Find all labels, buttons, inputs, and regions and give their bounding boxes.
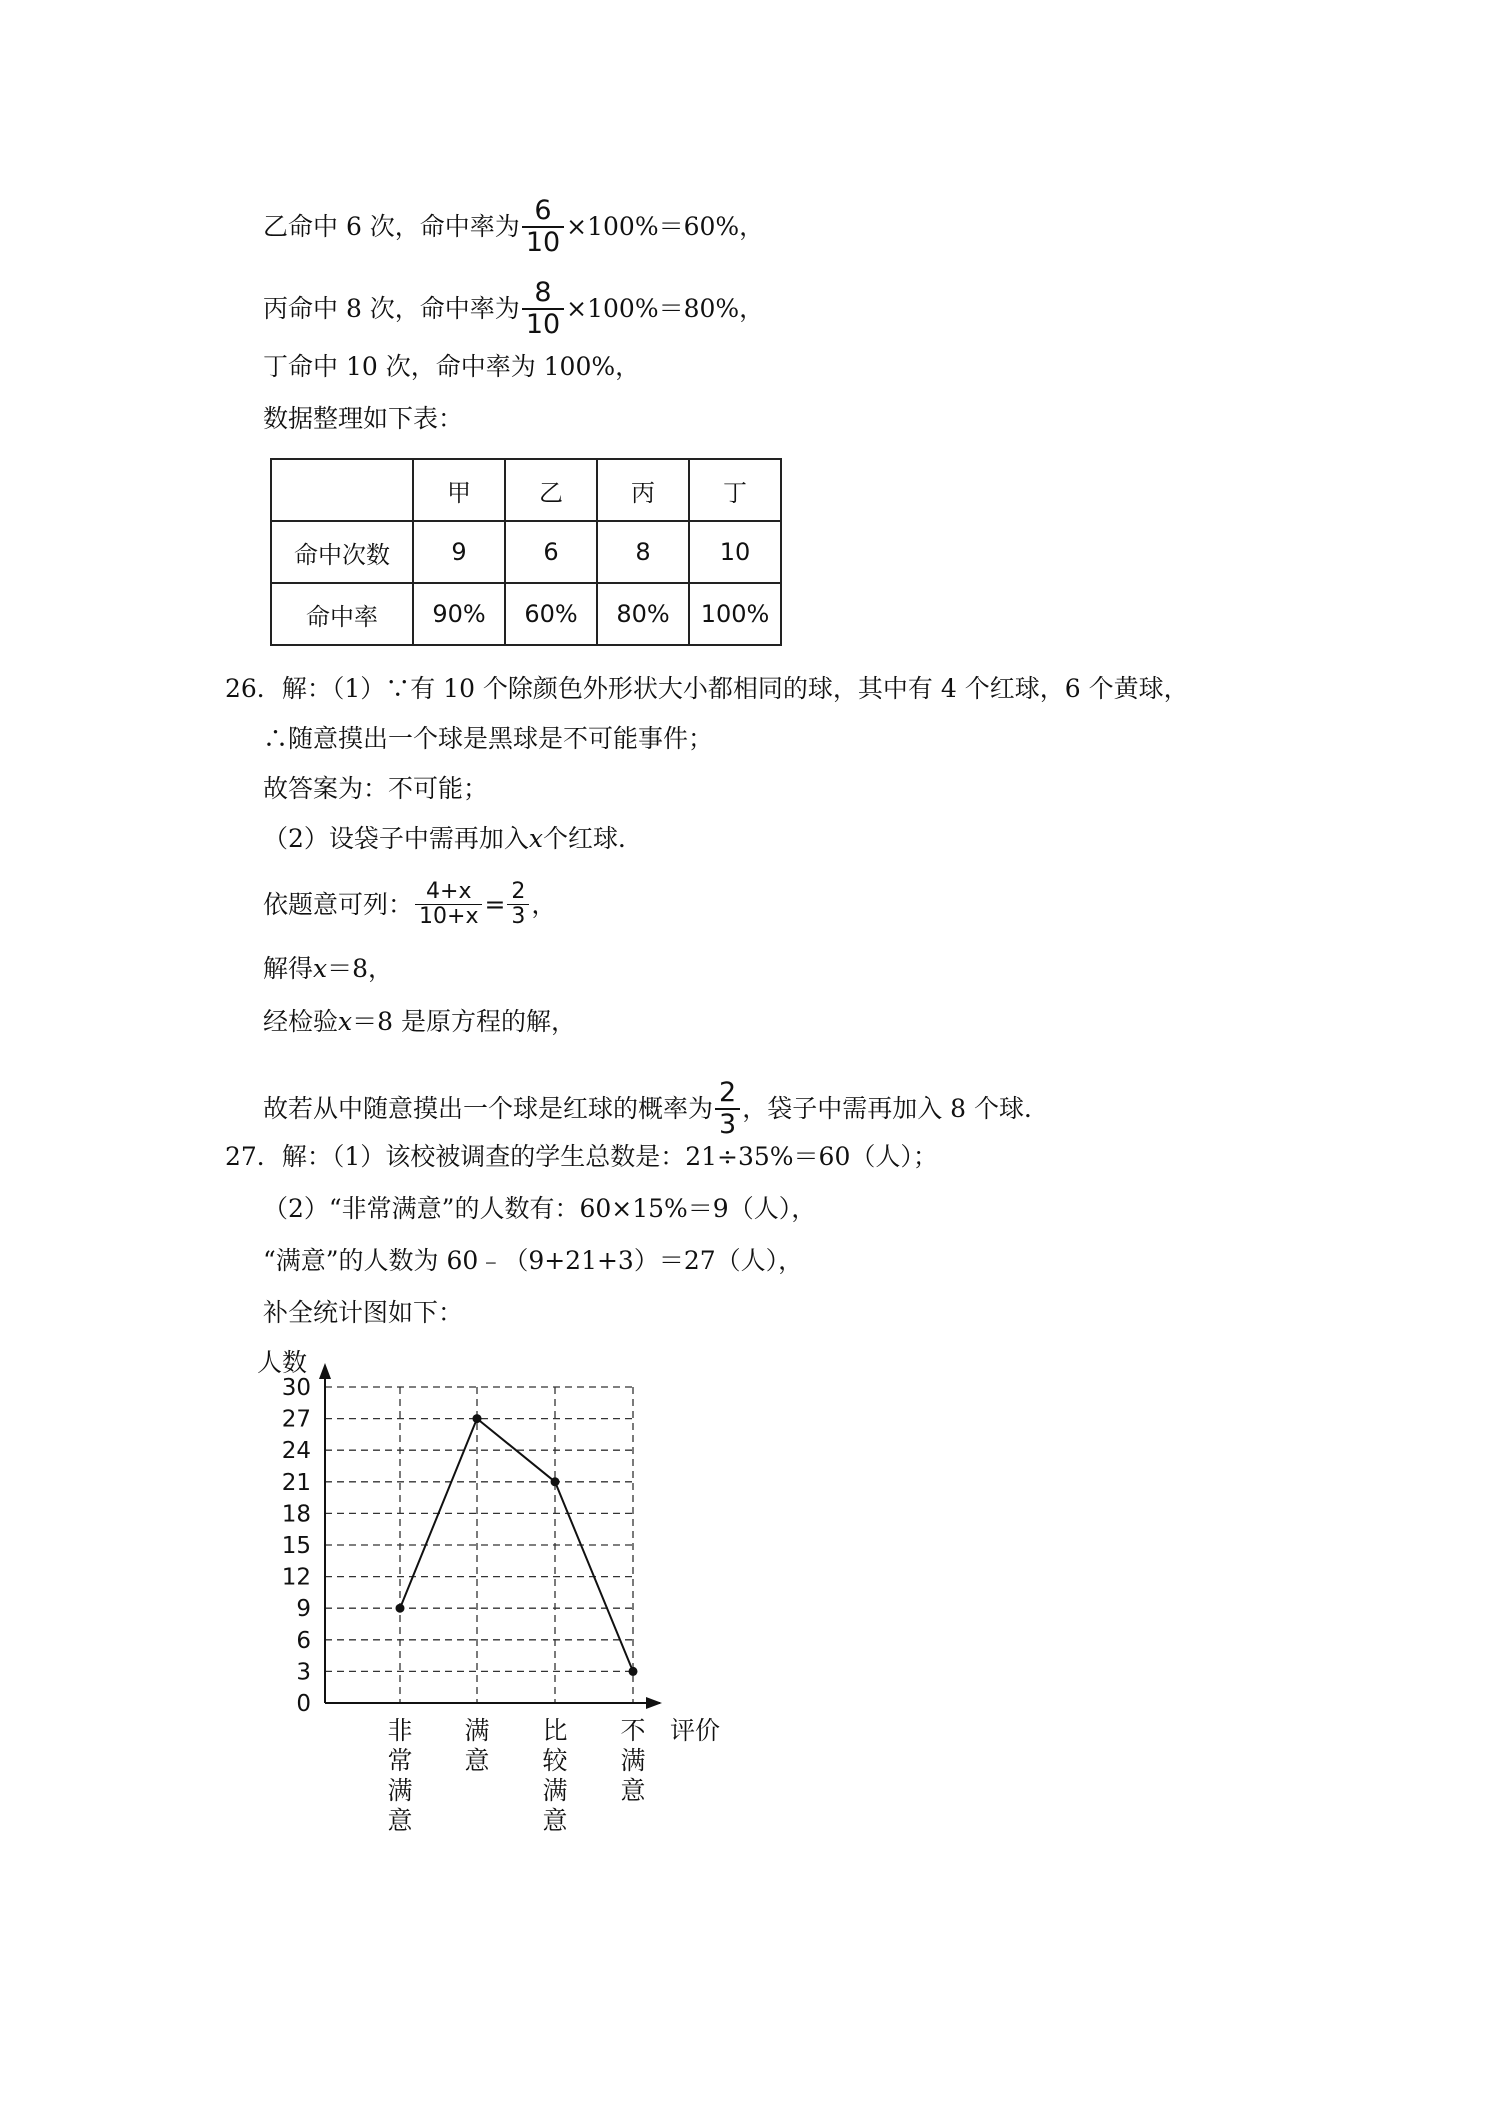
fraction-numerator: 2 [719, 1077, 737, 1108]
q27-line-3: “满意”的人数为 60﹣（9+21+3）＝27（人）， [263, 1246, 804, 1275]
y-tick-label: 3 [296, 1659, 311, 1686]
q26-line-3: 故答案为：不可能； [263, 774, 489, 803]
x-category-label-char: 常 [387, 1746, 413, 1775]
q26-l5-text: 依题意可列： [263, 889, 414, 919]
calc-yi-result: ×100%＝60%， [566, 212, 765, 241]
y-tick-label: 27 [281, 1406, 311, 1433]
question-number: 26． [225, 674, 282, 703]
variable-x: x [338, 1007, 353, 1036]
table-cell: 8 [597, 521, 689, 583]
chart-grid [325, 1387, 633, 1703]
fraction-denominator: 10+x [415, 904, 482, 929]
data-point [629, 1667, 638, 1676]
fraction-numerator: 4+x [426, 879, 472, 904]
data-point [473, 1414, 482, 1423]
x-category-label-char: 满 [542, 1776, 568, 1805]
q26-line-8 [263, 1078, 1049, 1140]
q26-l8-text: 故若从中随意摸出一个球是红球的概率为 [263, 1094, 714, 1123]
variable-x: x [528, 824, 544, 853]
table-row-label: 命中率 [271, 583, 413, 645]
y-tick-label: 12 [281, 1564, 311, 1591]
y-tick-label: 21 [281, 1469, 311, 1496]
table-header-cell: 丁 [689, 459, 781, 521]
table-header-row [271, 459, 781, 521]
q26-l4-text: （2）设袋子中需再加入 [263, 824, 529, 853]
y-tick-label: 0 [296, 1691, 311, 1717]
q26-line-7 [263, 1005, 576, 1039]
x-category-label-char: 意 [620, 1776, 646, 1805]
x-category-label-char: 满 [387, 1776, 413, 1805]
table-cell: 6 [505, 521, 597, 583]
table-cell: 90% [413, 583, 505, 645]
q26-line-1 [225, 672, 1189, 706]
equals-sign: = [484, 889, 506, 919]
q26-l4-end: 个红球． [543, 824, 644, 853]
x-axis-label: 评价 [670, 1716, 721, 1745]
q26-text: 解：（1）∵有 10 个除颜色外形状大小都相同的球，其中有 4 个红球，6 个黄球， [281, 674, 1189, 703]
fraction-numerator: 8 [534, 277, 552, 308]
table-header-cell: 甲 [413, 459, 505, 521]
table-row [271, 521, 781, 583]
fraction-denominator: 3 [507, 904, 529, 929]
q26-l8-end: ，袋子中需再加入 8 个球． [742, 1094, 1050, 1123]
calc-line-yi [263, 196, 764, 258]
q27-line-4: 补全统计图如下： [263, 1298, 464, 1327]
fraction-4x-10x [415, 880, 482, 929]
calc-line-ding: 丁命中 10 次，命中率为 100%， [263, 352, 641, 381]
table-header-cell: 乙 [505, 459, 597, 521]
q26-l5-end: ， [531, 889, 557, 919]
table-header-cell: 丙 [597, 459, 689, 521]
data-point [396, 1604, 405, 1613]
q27-line-2: （2）“非常满意”的人数有：60×15%＝9（人）， [263, 1194, 817, 1223]
q26-l6-text: 解得 [263, 954, 314, 983]
x-category-label-char: 意 [542, 1806, 568, 1835]
data-point [551, 1477, 560, 1486]
calc-bing-result: ×100%＝80%， [566, 294, 765, 323]
x-axis-arrow-icon [646, 1697, 662, 1709]
x-category-labels [387, 1716, 645, 1835]
x-category-label-char: 不 [620, 1716, 646, 1745]
q26-line-4 [263, 822, 643, 856]
table-corner-cell [271, 459, 413, 521]
fraction-denominator: 3 [715, 1108, 740, 1140]
x-category-label-char: 满 [620, 1746, 646, 1775]
fraction-2-3-probability [715, 1078, 740, 1140]
calc-bing-text: 丙命中 8 次，命中率为 [263, 294, 520, 323]
q26-line-2: ∴随意摸出一个球是黑球是不可能事件； [263, 724, 714, 753]
x-category-label-char: 比 [542, 1716, 568, 1745]
y-tick-label: 9 [296, 1596, 311, 1623]
q27-text: 解：（1）该校被调查的学生总数是：21÷35%＝60（人）； [281, 1142, 938, 1171]
fraction-numerator: 2 [511, 879, 526, 904]
table-cell: 100% [689, 583, 781, 645]
x-category-label-char: 意 [464, 1746, 490, 1775]
q26-line-5 [263, 880, 556, 929]
table-row [271, 583, 781, 645]
x-category-label-char: 意 [387, 1806, 413, 1835]
x-category-label-char: 较 [542, 1746, 568, 1775]
fraction-6-10 [522, 196, 564, 258]
y-tick-label: 15 [281, 1533, 311, 1559]
fraction-8-10 [522, 278, 564, 340]
fraction-numerator: 6 [534, 195, 552, 226]
table-row-label: 命中次数 [271, 521, 413, 583]
y-axis-label: 人数 [257, 1348, 308, 1377]
y-tick-label: 18 [281, 1501, 311, 1528]
chart-axes [319, 1363, 662, 1709]
y-tick-label: 30 [281, 1375, 311, 1401]
table-cell: 10 [689, 521, 781, 583]
fraction-denominator: 10 [522, 308, 564, 340]
calc-line-bing [263, 278, 764, 340]
x-category-label-char: 满 [464, 1716, 490, 1745]
q26-l7-end: ＝8 是原方程的解， [352, 1007, 576, 1036]
y-tick-label: 6 [296, 1627, 311, 1654]
fraction-2-3 [507, 880, 529, 929]
q26-line-6 [263, 952, 393, 986]
table-intro: 数据整理如下表： [263, 404, 464, 433]
y-tick-labels [282, 1375, 311, 1717]
hit-rate-table [270, 458, 782, 646]
table-cell: 9 [413, 521, 505, 583]
q26-l7-text: 经检验 [263, 1007, 339, 1036]
q27-line-1 [225, 1140, 938, 1174]
y-axis-arrow-icon [319, 1363, 331, 1379]
question-number: 27． [225, 1142, 282, 1171]
table-cell: 60% [505, 583, 597, 645]
calc-yi-text: 乙命中 6 次，命中率为 [263, 212, 520, 241]
variable-x: x [313, 954, 328, 983]
y-tick-label: 24 [281, 1438, 311, 1465]
satisfaction-line-chart [255, 1345, 775, 1865]
table-cell: 80% [597, 583, 689, 645]
x-category-label-char: 非 [387, 1716, 413, 1745]
q26-l6-end: ＝8， [327, 954, 394, 983]
fraction-denominator: 10 [522, 226, 564, 258]
